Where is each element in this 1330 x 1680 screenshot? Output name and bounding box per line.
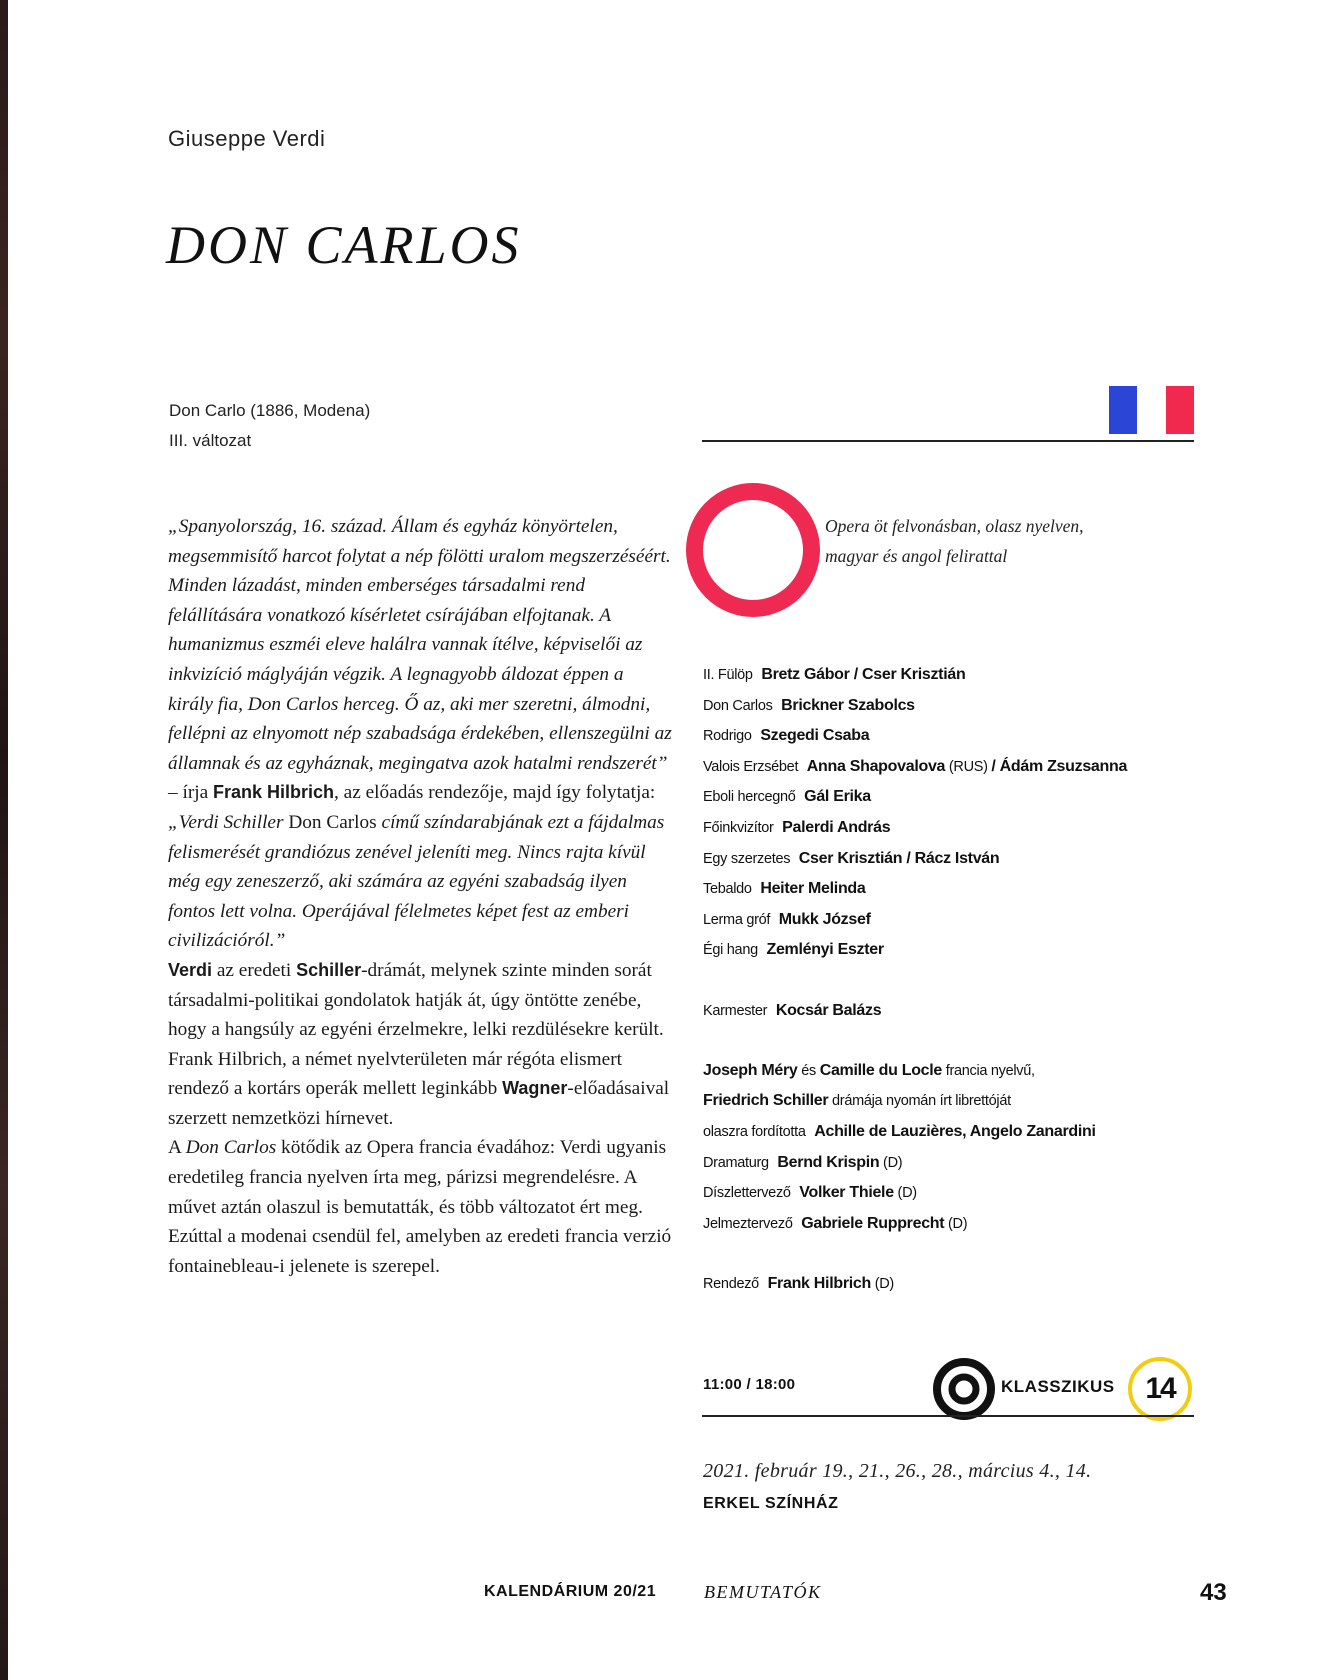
page-number: 43	[1200, 1579, 1227, 1606]
paragraph-2	[168, 956, 673, 1045]
crew-row	[703, 1178, 1183, 1209]
conductor-role: Karmester	[703, 1002, 768, 1019]
footer-section: BEMUTATÓK	[704, 1582, 822, 1602]
red-ring-icon	[686, 483, 820, 617]
verdi-bold: Verdi	[168, 959, 213, 980]
p3-text-b: -előadásaival szerzett nemzetközi hírnevet.	[168, 1078, 670, 1129]
venue-name: ERKEL SZÍNHÁZ	[703, 1495, 839, 1512]
cast-nationality: (RUS)	[945, 758, 992, 775]
cast-name: Gál Erika	[804, 788, 871, 806]
crew-name: Gabriele Rupprecht	[801, 1214, 945, 1232]
cast-name: Heiter Melinda	[760, 880, 866, 898]
source-author: Friedrich Schiller	[703, 1092, 829, 1110]
cast-name: Cser Krisztián / Rácz István	[798, 849, 1000, 867]
director-role: Rendező	[703, 1275, 759, 1292]
conjunction: és	[797, 1062, 820, 1079]
p4-text-a: A	[168, 1137, 186, 1159]
cast-name: Anna Shapovalova	[806, 757, 946, 775]
director-nationality: (D)	[870, 1275, 894, 1292]
crew-nationality: (D)	[879, 1154, 903, 1171]
conductor-name: Kocsár Balázs	[775, 1001, 882, 1019]
version-line-2: III. változat	[169, 431, 252, 450]
genre-line-1: Opera öt felvonásban, olasz nyelven,	[825, 516, 1084, 536]
cast-role: Eboli hercegnő	[703, 789, 796, 806]
cast-name: Mukk József	[778, 910, 871, 928]
libretto-text: francia nyelvű,	[942, 1062, 1035, 1079]
cast-name: Zemlényi Eszter	[766, 941, 884, 959]
libretto-line-3	[703, 1117, 1183, 1148]
cast-role: Egy szerzetes	[703, 850, 791, 867]
p4-text-b: kötődik az Opera francia évadához: Verdi ugyanis eredetileg francia nyelven írta meg, párizsi megrendelésre. A művet aztán olaszul is bemutatták, és több változatot ért meg. Ezúttal a modenai csendül fel, amelyben az eredeti francia verzió fontainebleau-i jelenete is szerepel.	[168, 1137, 672, 1277]
cast-name: Szegedi Csaba	[760, 727, 870, 745]
cast-row	[703, 905, 1183, 936]
paragraph-1	[168, 512, 673, 956]
cast-row	[703, 935, 1183, 966]
p4-title: Don Carlos	[185, 1137, 277, 1159]
libretto-text: olaszra fordította	[703, 1123, 806, 1140]
age-rating-badge: 14	[1128, 1357, 1192, 1421]
genre-description	[825, 512, 1155, 571]
cast-role: Lerma gróf	[703, 911, 771, 928]
crew-name: Volker Thiele	[799, 1184, 894, 1202]
divider-bottom	[702, 1415, 1194, 1417]
cast-role: Égi hang	[703, 942, 758, 959]
cast-row	[703, 660, 1183, 691]
crew-row	[703, 1148, 1183, 1179]
crew-nationality: (D)	[893, 1185, 917, 1202]
spacer	[703, 966, 1183, 996]
quote-2-title: Don Carlos	[283, 811, 382, 833]
cast-name: Palerdi András	[782, 818, 891, 836]
cast-row	[703, 844, 1183, 875]
cast-name: Bretz Gábor / Cser Krisztián	[761, 666, 966, 683]
cast-row	[703, 721, 1183, 752]
cast-role: Rodrigo	[703, 728, 752, 745]
composer-name: Giuseppe Verdi	[168, 126, 326, 151]
cast-role: II. Fülöp	[703, 667, 753, 683]
quote-2b: című színdarabjának ezt a fájdalmas felismerését grandiózus zenével jeleníti meg. Nincs rajta kívül még egy zeneszerző, aki számára az egyéni szabadság ilyen fontos lett volna. Operájával félelmetes képet fest az emberi civilizációról.”	[168, 811, 665, 952]
librettist-2: Camille du Locle	[819, 1061, 943, 1079]
cast-role: Valois Erzsébet	[703, 758, 799, 775]
libretto-line-2	[703, 1086, 1183, 1117]
p3-text-a: Frank Hilbrich, a német nyelvterületen már régóta elismert rendező a kortárs operák mellett leginkább	[168, 1048, 623, 1100]
crew-role: Díszlettervező	[703, 1185, 791, 1202]
flag-red-stripe	[1166, 386, 1194, 434]
cast-row	[703, 813, 1183, 844]
version-line-1: Don Carlo (1886, Modena)	[169, 401, 371, 420]
divider-top	[702, 440, 1194, 442]
quote-2a: „Verdi Schiller	[168, 811, 284, 833]
translators: Achille de Lauzières, Angelo Zanardini	[814, 1122, 1096, 1140]
libretto-text: drámája nyomán írt librettóját	[828, 1093, 1011, 1110]
spacer	[703, 1239, 1183, 1269]
cast-row	[703, 782, 1183, 813]
paragraph-4	[168, 1133, 673, 1281]
target-icon	[932, 1357, 996, 1421]
libretto-line-1	[703, 1056, 1183, 1087]
cast-role: Főinkvizítor	[703, 819, 774, 836]
wagner-bold: Wagner	[502, 1078, 568, 1099]
crew-nationality: (D)	[944, 1215, 968, 1232]
page-edge	[0, 0, 8, 1680]
genre-line-2: magyar és angol felirattal	[825, 545, 1008, 566]
crew-role: Jelmeztervező	[703, 1215, 793, 1232]
quote-1: „Spanyolország, 16. század. Állam és egyház könyörtelen, megsemmisítő harcot folytat a nép fölötti uralom megszerzéséért. Minden lázadást, minden emberséges társadalmi rend felállítására vonatkozó kísérletet csírájában elfojtanak. A humanizmus eszméi eleve halálra vannak ítélve, képviselői az inkvizíció máglyáján végzik. A legnagyobb áldozat éppen a király fia, Don Carlos herceg. Ő az, aki mer szeretni, álmodni, fellépni az elnyomott nép szabadsága érdekében, ellenszegülni az államnak és az egyháznak, megingatva azok hatalmi rendszerét”	[168, 516, 672, 774]
cast-row	[703, 691, 1183, 722]
director-name: Frank Hilbrich	[767, 1274, 871, 1292]
director-row	[703, 1269, 1183, 1300]
credits-list	[703, 660, 1183, 1299]
cast-row	[703, 874, 1183, 905]
cast-role: Don Carlos	[703, 697, 773, 714]
show-times: 11:00 / 18:00	[703, 1376, 796, 1393]
footer-publication: KALENDÁRIUM 20/21	[484, 1583, 657, 1600]
conductor-row	[703, 996, 1183, 1027]
cast-row	[703, 752, 1183, 783]
after-director-text: , az előadás rendezője, majd így folytatja:	[334, 782, 656, 804]
schiller-bold: Schiller	[296, 959, 362, 980]
article-body	[168, 512, 673, 1281]
crew-name: Bernd Krispin	[777, 1153, 880, 1171]
director-name-bold: Frank Hilbrich	[212, 782, 335, 803]
paragraph-3	[168, 1045, 673, 1134]
page-title: DON CARLOS	[166, 215, 522, 275]
crew-row	[703, 1209, 1183, 1240]
cast-name-alt: / Ádám Zsuzsanna	[991, 757, 1128, 775]
p2-text-b: -drámát, melynek szinte minden sorát társadalmi-politikai gondolatok hatják át, úgy öntötte zenébe, hogy a hangsúly az egyéni érzelmekre, lelki rezdülésekre került.	[168, 959, 664, 1041]
librettist-1: Joseph Méry	[703, 1061, 798, 1079]
irja-text: – írja	[168, 782, 213, 804]
p2-text-a: az eredeti	[212, 959, 297, 981]
series-label: KLASSZIKUS	[1001, 1377, 1115, 1396]
performance-dates: 2021. február 19., 21., 26., 28., március 4., 14.	[703, 1460, 1092, 1482]
version-info	[169, 396, 370, 456]
cast-name: Brickner Szabolcs	[781, 696, 915, 714]
flag-blue-stripe	[1109, 386, 1137, 434]
crew-role: Dramaturg	[703, 1154, 769, 1171]
french-flag-icon	[1109, 386, 1194, 434]
cast-role: Tebaldo	[703, 881, 752, 898]
spacer	[703, 1026, 1183, 1056]
